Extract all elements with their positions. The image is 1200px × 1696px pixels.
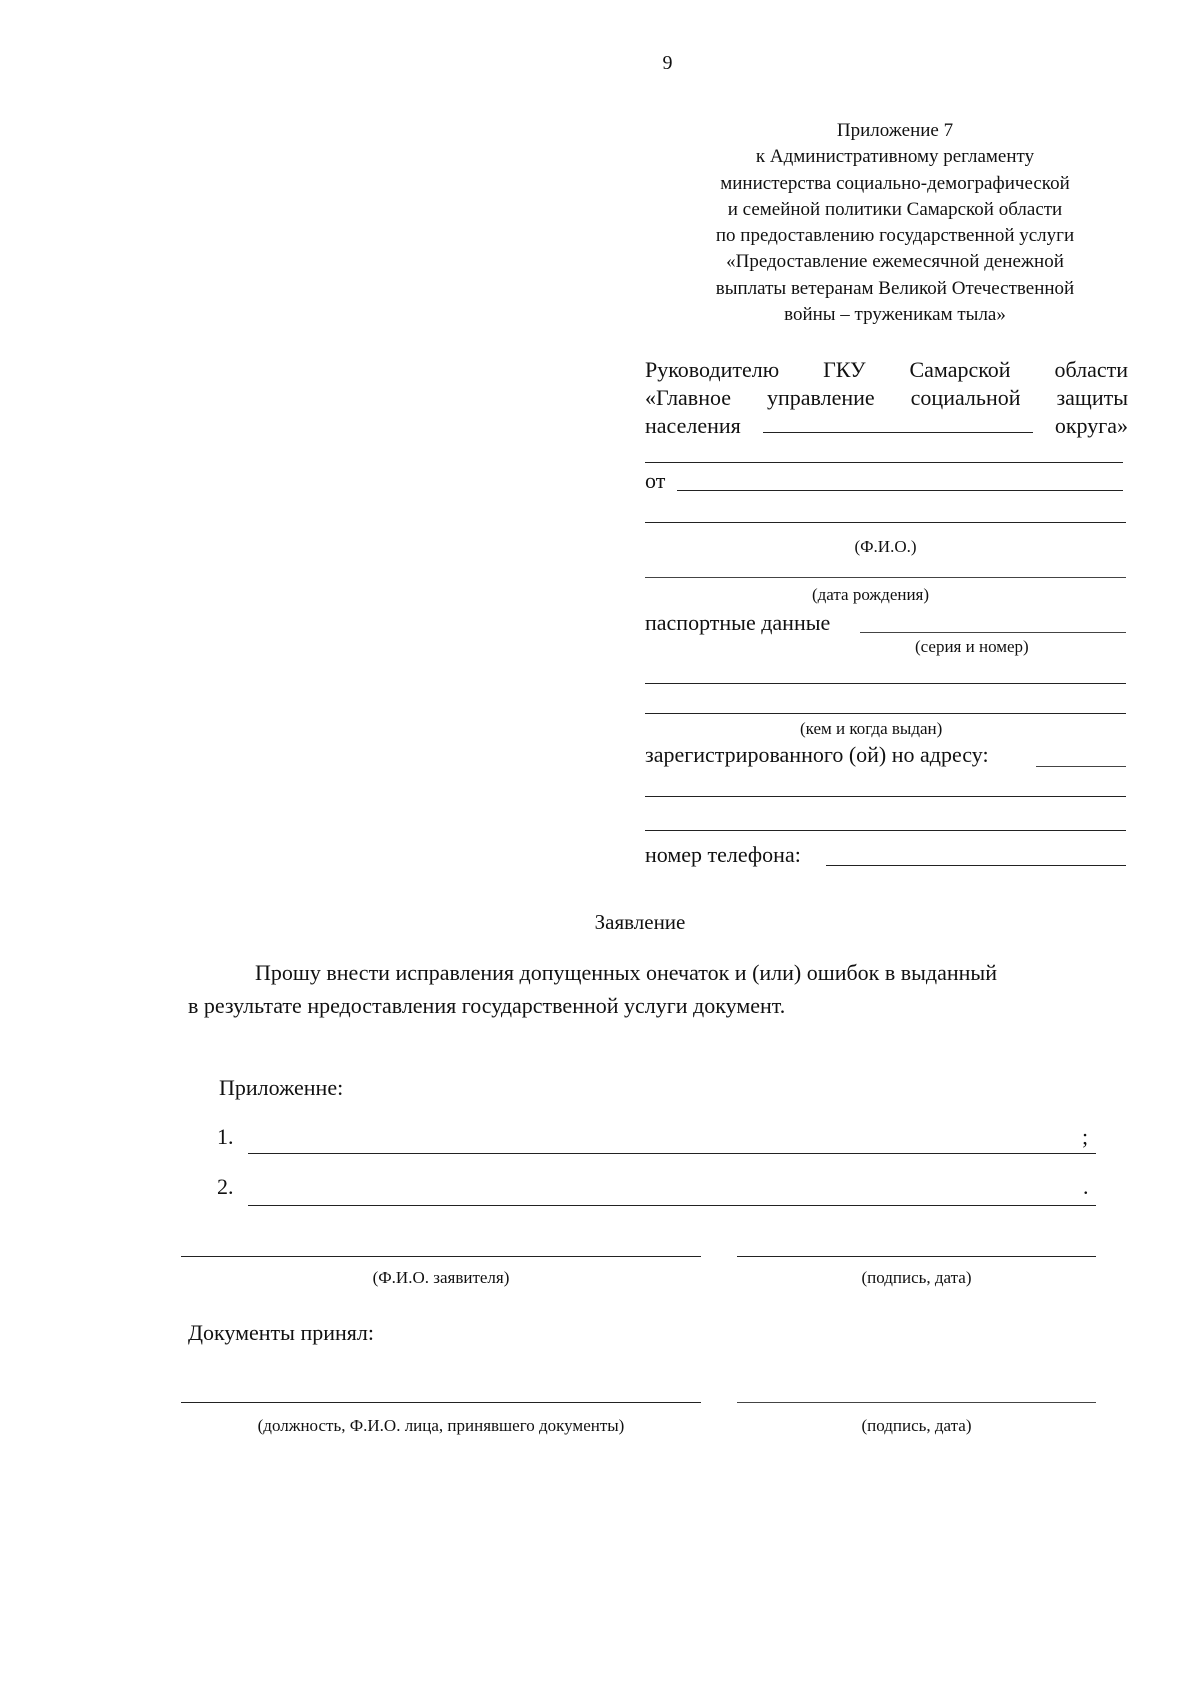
- attachment-number-2: 2.: [217, 1174, 234, 1199]
- from-field[interactable]: [677, 490, 1123, 491]
- official-caption: (должность, Ф.И.О. лица, принявшего документы): [257, 1416, 625, 1435]
- passport-series-field[interactable]: [860, 632, 1126, 633]
- attachment-number-1: 1.: [217, 1124, 234, 1149]
- addressee-word: области: [1054, 357, 1129, 382]
- official-signature-caption: (подпись, дата): [861, 1416, 972, 1435]
- official-fio-field[interactable]: [181, 1402, 701, 1403]
- addressee-block: [645, 356, 1128, 440]
- addressee-word: населения: [645, 413, 741, 438]
- issued-by-caption: (кем и когда выдан): [800, 719, 943, 738]
- official-signature-field[interactable]: [737, 1402, 1096, 1403]
- addressee-word: социальной: [910, 385, 1021, 410]
- page-number: 9: [662, 52, 673, 74]
- fio-caption: (Ф.И.О.): [854, 537, 917, 556]
- addressee-word: Руководителю: [645, 357, 780, 382]
- passport-issued-field-2[interactable]: [645, 713, 1126, 714]
- appendix-header: [640, 118, 1150, 328]
- passport-issued-field-1[interactable]: [645, 683, 1126, 684]
- district-field[interactable]: [763, 414, 1033, 433]
- addressee-line-1: [645, 356, 1128, 384]
- applicant-fio-field[interactable]: [181, 1256, 701, 1257]
- appendix-line: к Административному регламенту: [755, 146, 1035, 168]
- statement-body-line-1: Прошу внести исправления допущенных онечаток и (или) ошибок в выданный: [255, 960, 997, 985]
- accepted-label: Документы принял:: [188, 1320, 374, 1345]
- appendix-line: по предоставлению государственной услуги: [715, 225, 1075, 247]
- appendix-line: Приложение 7: [836, 120, 954, 141]
- appendix-line: и семейной политики Самарской области: [727, 198, 1063, 220]
- attachment-end-2: .: [1083, 1174, 1089, 1199]
- birth-date-caption: (дата рождения): [812, 585, 930, 604]
- addressee-word: ГКУ: [823, 357, 866, 382]
- from-label: от: [645, 468, 666, 493]
- addressee-word: защиты: [1056, 385, 1129, 410]
- attachment-field-1[interactable]: [248, 1153, 1096, 1154]
- series-number-caption: (серия и номер): [915, 637, 1029, 656]
- attachment-end-1: ;: [1082, 1124, 1089, 1149]
- appendix-line: войны – труженикам тыла»: [784, 304, 1006, 326]
- appendix-line: выплаты ветеранам Великой Отечественной: [715, 277, 1075, 299]
- addressee-word: управление: [766, 385, 875, 410]
- appendix-line: «Предоставление ежемесячной денежной: [726, 251, 1064, 273]
- applicant-signature-field[interactable]: [737, 1256, 1096, 1257]
- addressee-word: Самарской: [909, 357, 1011, 382]
- registered-label: зарегистрированного (ой) но адресу:: [645, 742, 989, 767]
- fio-field[interactable]: [645, 522, 1126, 523]
- address-field-inline[interactable]: [1036, 766, 1126, 767]
- applicant-fio-caption: (Ф.И.О. заявителя): [372, 1268, 510, 1287]
- addressee-line-2: [645, 384, 1128, 412]
- addressee-blank-line[interactable]: [645, 462, 1123, 463]
- addressee-word: «Главное: [645, 385, 732, 410]
- addressee-line-3: [645, 412, 1128, 440]
- address-field-1[interactable]: [645, 796, 1126, 797]
- statement-title: Заявление: [594, 910, 686, 934]
- addressee-word: округа»: [1054, 413, 1128, 438]
- statement-body-line-2: в результате нредоставления государственной услуги документ.: [188, 993, 786, 1018]
- attachment-label: Приложенне:: [219, 1075, 344, 1100]
- attachment-field-2[interactable]: [248, 1205, 1096, 1206]
- applicant-signature-caption: (подпись, дата): [861, 1268, 972, 1287]
- appendix-line: министерства социально-демографической: [720, 172, 1070, 194]
- passport-label: паспортные данные: [645, 610, 831, 635]
- address-field-2[interactable]: [645, 830, 1126, 831]
- phone-label: номер телефона:: [645, 842, 801, 867]
- phone-field[interactable]: [826, 865, 1126, 866]
- birth-date-field[interactable]: [645, 577, 1126, 578]
